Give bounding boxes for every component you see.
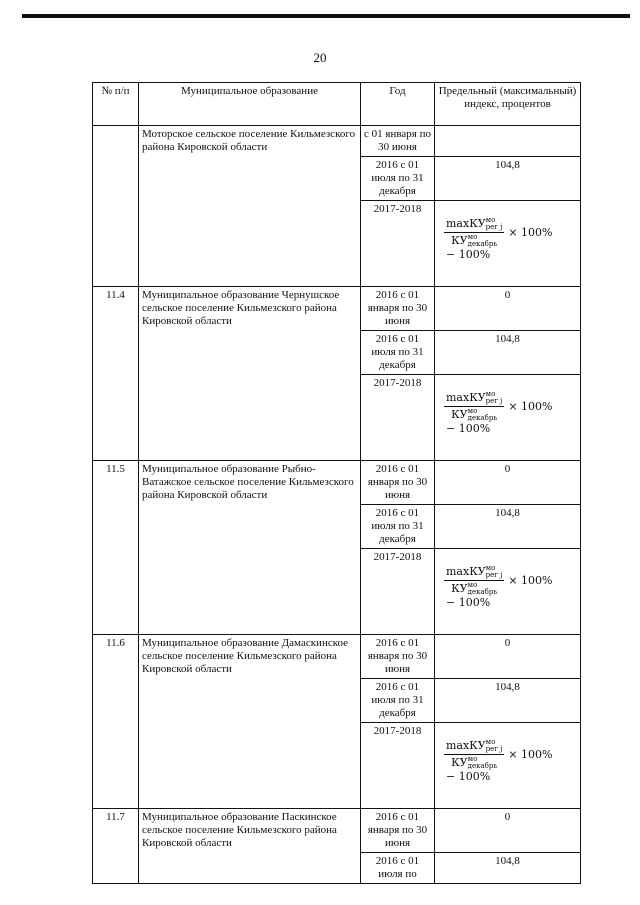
formula-den-sub: декабрь bbox=[467, 762, 498, 770]
header-year: Год bbox=[361, 83, 435, 126]
formula-den-base: КУ bbox=[451, 408, 468, 421]
formula-num-sub: рег j bbox=[485, 223, 503, 231]
period-index: 104,8 bbox=[435, 679, 581, 723]
formula-num-base: maxКУ bbox=[446, 217, 486, 230]
header-num: № п/п bbox=[93, 83, 139, 126]
period-index: 0 bbox=[435, 287, 581, 331]
top-rule bbox=[22, 14, 630, 18]
header-index: Предельный (максимальный) индекс, процентов bbox=[435, 83, 581, 126]
formula-minus: − 100% bbox=[446, 770, 491, 783]
formula-times: × 100% bbox=[508, 574, 553, 587]
formula-num-base: maxКУ bbox=[446, 739, 486, 752]
period-index: 104,8 bbox=[435, 157, 581, 201]
formula-den-sub: декабрь bbox=[467, 414, 498, 422]
period-year: 2017-2018 bbox=[361, 723, 435, 809]
formula-den-sub: декабрь bbox=[467, 588, 498, 596]
page-number: 20 bbox=[313, 50, 327, 65]
formula-num-sup: мо bbox=[485, 390, 496, 398]
table-row bbox=[93, 809, 581, 853]
period-year: 2017-2018 bbox=[361, 549, 435, 635]
row-number: 11.4 bbox=[93, 287, 139, 461]
period-index: 0 bbox=[435, 635, 581, 679]
index-formula bbox=[438, 551, 577, 609]
period-year: 2016 с 01 января по 30 июня bbox=[361, 287, 435, 331]
index-formula bbox=[438, 203, 577, 261]
period-year: 2016 с 01 июля по 31 декабря bbox=[361, 331, 435, 375]
period-year: 2016 с 01 июля по 31 декабря bbox=[361, 505, 435, 549]
formula-den-sup: мо bbox=[467, 581, 478, 589]
period-year: 2017-2018 bbox=[361, 375, 435, 461]
period-year: 2016 с 01 июля по bbox=[361, 853, 435, 884]
period-year: 2016 с 01 января по 30 июня bbox=[361, 461, 435, 505]
formula-times: × 100% bbox=[508, 400, 553, 413]
index-formula bbox=[438, 725, 577, 783]
period-index: 104,8 bbox=[435, 505, 581, 549]
formula-minus: − 100% bbox=[446, 596, 491, 609]
formula-den-base: КУ bbox=[451, 234, 468, 247]
formula-den-sup: мо bbox=[467, 407, 478, 415]
municipality-name: Муниципальное образование Чернушское сельское поселение Кильмезского района Кировской области bbox=[139, 287, 361, 461]
table-row bbox=[93, 287, 581, 331]
period-index: 104,8 bbox=[435, 331, 581, 375]
period-index-formula bbox=[435, 723, 581, 809]
row-number: 11.7 bbox=[93, 809, 139, 884]
municipality-name: Моторское сельское поселение Кильмезского района Кировской области bbox=[139, 126, 361, 287]
index-formula bbox=[438, 377, 577, 435]
period-year: 2016 с 01 июля по 31 декабря bbox=[361, 679, 435, 723]
formula-den-sup: мо bbox=[467, 755, 478, 763]
period-year: 2017-2018 bbox=[361, 201, 435, 287]
municipality-name: Муниципальное образование Дамаскинское сельское поселение Кильмезского района Кировской области bbox=[139, 635, 361, 809]
formula-times: × 100% bbox=[508, 226, 553, 239]
header-name: Муниципальное образование bbox=[139, 83, 361, 126]
formula-den-sub: декабрь bbox=[467, 240, 498, 248]
table-row bbox=[93, 461, 581, 505]
formula-num-sub: рег j bbox=[485, 745, 503, 753]
formula-den-base: КУ bbox=[451, 582, 468, 595]
period-index-formula bbox=[435, 549, 581, 635]
period-index: 0 bbox=[435, 809, 581, 853]
period-index: 104,8 bbox=[435, 853, 581, 884]
municipality-name: Муниципальное образование Рыбно-Ватажское сельское поселение Кильмезского района Кировской области bbox=[139, 461, 361, 635]
row-number bbox=[93, 126, 139, 287]
row-number: 11.5 bbox=[93, 461, 139, 635]
period-index: 0 bbox=[435, 461, 581, 505]
period-year: 2016 с 01 января по 30 июня bbox=[361, 809, 435, 853]
formula-num-sup: мо bbox=[485, 564, 496, 572]
formula-num-base: maxКУ bbox=[446, 391, 486, 404]
period-index-formula bbox=[435, 201, 581, 287]
period-index-formula bbox=[435, 375, 581, 461]
formula-num-sub: рег j bbox=[485, 397, 503, 405]
row-number: 11.6 bbox=[93, 635, 139, 809]
period-year: 2016 с 01 января по 30 июня bbox=[361, 635, 435, 679]
table-row bbox=[93, 126, 581, 157]
period-index bbox=[435, 126, 581, 157]
formula-num-sub: рег j bbox=[485, 571, 503, 579]
table-header-row bbox=[93, 83, 581, 126]
municipality-name: Муниципальное образование Паскинское сельское поселение Кильмезского района Кировской области bbox=[139, 809, 361, 884]
formula-num-sup: мо bbox=[485, 216, 496, 224]
formula-den-base: КУ bbox=[451, 756, 468, 769]
formula-den-sup: мо bbox=[467, 233, 478, 241]
formula-num-base: maxКУ bbox=[446, 565, 486, 578]
tariff-table bbox=[92, 82, 581, 884]
formula-num-sup: мо bbox=[485, 738, 496, 746]
table-row bbox=[93, 635, 581, 679]
formula-minus: − 100% bbox=[446, 422, 491, 435]
period-year: с 01 января по 30 июня bbox=[361, 126, 435, 157]
formula-minus: − 100% bbox=[446, 248, 491, 261]
formula-times: × 100% bbox=[508, 748, 553, 761]
period-year: 2016 с 01 июля по 31 декабря bbox=[361, 157, 435, 201]
table-body bbox=[93, 126, 581, 884]
